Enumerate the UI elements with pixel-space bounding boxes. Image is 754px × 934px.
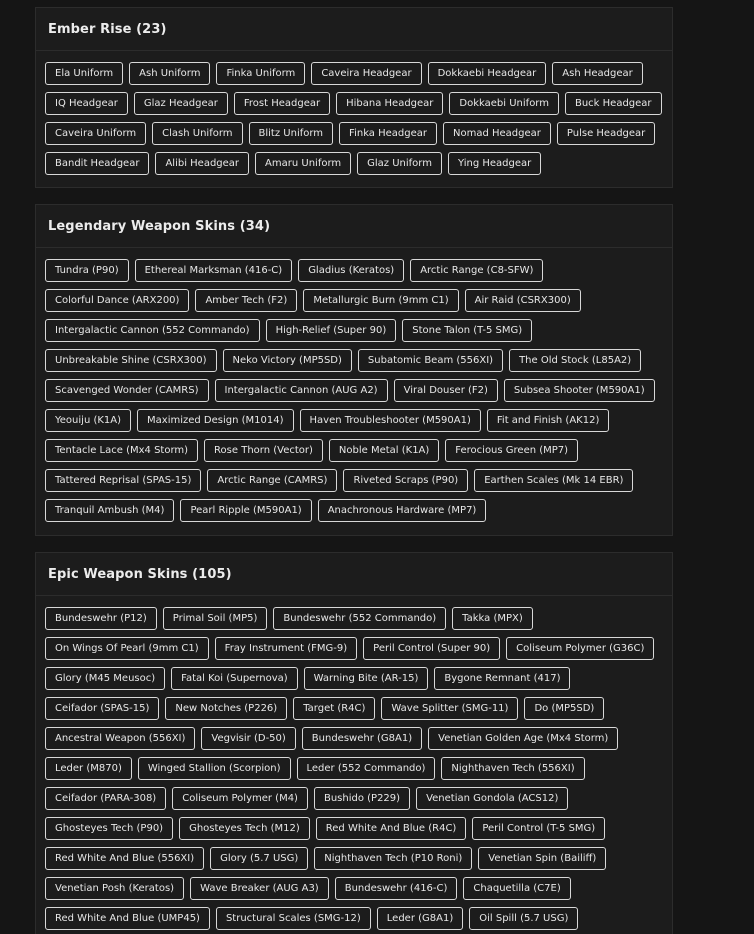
item-chip[interactable]: Air Raid (CSRX300) [465, 289, 581, 312]
item-chip[interactable]: Intergalactic Cannon (AUG A2) [215, 379, 388, 402]
item-chip[interactable]: Caveira Headgear [311, 62, 421, 85]
item-chip[interactable]: Takka (MPX) [452, 607, 533, 630]
item-chip[interactable]: Ying Headgear [448, 152, 541, 175]
item-chip[interactable]: Bundeswehr (552 Commando) [273, 607, 446, 630]
item-chip[interactable]: Red White And Blue (R4C) [316, 817, 467, 840]
item-chip[interactable]: Nighthaven Tech (P10 Roni) [314, 847, 472, 870]
item-chip[interactable]: Coliseum Polymer (M4) [172, 787, 308, 810]
item-chip[interactable]: Venetian Posh (Keratos) [45, 877, 184, 900]
item-chip[interactable]: Colorful Dance (ARX200) [45, 289, 189, 312]
item-chip[interactable]: Venetian Spin (Bailiff) [478, 847, 606, 870]
item-chip[interactable]: Noble Metal (K1A) [329, 439, 439, 462]
item-chip[interactable]: Caveira Uniform [45, 122, 146, 145]
item-chip[interactable]: Chaquetilla (C7E) [463, 877, 570, 900]
item-chip[interactable]: Stone Talon (T-5 SMG) [402, 319, 532, 342]
item-chip[interactable]: Maximized Design (M1014) [137, 409, 293, 432]
item-chip[interactable]: Fray Instrument (FMG-9) [215, 637, 357, 660]
item-chip[interactable]: IQ Headgear [45, 92, 128, 115]
item-chip[interactable]: Finka Uniform [216, 62, 305, 85]
section-ember-rise [35, 7, 673, 188]
item-chip[interactable]: Coliseum Polymer (G36C) [506, 637, 654, 660]
item-chip[interactable]: Leder (G8A1) [377, 907, 463, 930]
section-legendary-weapon-skins [35, 204, 673, 536]
section-title: Epic Weapon Skins (105) [48, 566, 232, 582]
item-chip[interactable]: Dokkaebi Uniform [449, 92, 559, 115]
item-chip[interactable]: Tattered Reprisal (SPAS-15) [45, 469, 201, 492]
item-chip[interactable]: Nomad Headgear [443, 122, 551, 145]
item-chip[interactable]: Ethereal Marksman (416-C) [135, 259, 293, 282]
item-chip[interactable]: The Old Stock (L85A2) [509, 349, 641, 372]
item-chip[interactable]: Haven Troubleshooter (M590A1) [300, 409, 481, 432]
item-chip[interactable]: Ceifador (SPAS-15) [45, 697, 159, 720]
item-chip[interactable]: Leder (552 Commando) [297, 757, 436, 780]
item-chip[interactable]: Arctic Range (C8-SFW) [410, 259, 543, 282]
item-chip[interactable]: Dokkaebi Headgear [428, 62, 547, 85]
item-chip[interactable]: Glory (5.7 USG) [210, 847, 308, 870]
item-chip[interactable]: Vegvisir (D-50) [201, 727, 295, 750]
item-chip[interactable]: Unbreakable Shine (CSRX300) [45, 349, 217, 372]
item-chip[interactable]: Ghosteyes Tech (P90) [45, 817, 173, 840]
item-chip[interactable]: Ash Uniform [129, 62, 210, 85]
item-chip[interactable]: Oil Spill (5.7 USG) [469, 907, 578, 930]
item-chip[interactable]: Glaz Headgear [134, 92, 228, 115]
item-chip[interactable]: Gladius (Keratos) [298, 259, 404, 282]
section-header [36, 205, 672, 248]
item-chip[interactable]: Yeouiju (K1A) [45, 409, 131, 432]
item-chip[interactable]: Anachronous Hardware (MP7) [318, 499, 487, 522]
section-epic-weapon-skins [35, 552, 673, 934]
item-chip[interactable]: Glaz Uniform [357, 152, 442, 175]
item-chip[interactable]: Venetian Golden Age (Mx4 Storm) [428, 727, 618, 750]
item-chip[interactable]: Primal Soil (MP5) [163, 607, 268, 630]
item-chip[interactable]: Fit and Finish (AK12) [487, 409, 609, 432]
item-chip[interactable]: Tranquil Ambush (M4) [45, 499, 174, 522]
item-chip[interactable]: Bygone Remnant (417) [434, 667, 570, 690]
item-chip[interactable]: Wave Splitter (SMG-11) [381, 697, 518, 720]
item-chip[interactable]: Target (R4C) [293, 697, 375, 720]
item-chip[interactable]: Earthen Scales (Mk 14 EBR) [474, 469, 633, 492]
item-chip[interactable]: Riveted Scraps (P90) [343, 469, 468, 492]
item-chip[interactable]: Red White And Blue (556XI) [45, 847, 204, 870]
item-chip[interactable]: Ferocious Green (MP7) [445, 439, 578, 462]
item-chip[interactable]: Hibana Headgear [336, 92, 443, 115]
item-chip[interactable]: Wave Breaker (AUG A3) [190, 877, 329, 900]
item-chip[interactable]: Bundeswehr (416-C) [335, 877, 458, 900]
section-title: Ember Rise (23) [48, 21, 167, 37]
item-chip[interactable]: Fatal Koi (Supernova) [171, 667, 298, 690]
item-chip[interactable]: Ela Uniform [45, 62, 123, 85]
item-chip[interactable]: Tentacle Lace (Mx4 Storm) [45, 439, 198, 462]
item-chip[interactable]: Peril Control (Super 90) [363, 637, 500, 660]
chip-list [36, 248, 672, 529]
item-chip[interactable]: Subsea Shooter (M590A1) [504, 379, 655, 402]
item-chip[interactable]: Warning Bite (AR-15) [304, 667, 429, 690]
item-chip[interactable]: Glory (M45 Meusoc) [45, 667, 165, 690]
item-chip[interactable]: Arctic Range (CAMRS) [207, 469, 337, 492]
item-chip[interactable]: Clash Uniform [152, 122, 242, 145]
item-chip[interactable]: High-Relief (Super 90) [266, 319, 397, 342]
item-chip[interactable]: Pearl Ripple (M590A1) [180, 499, 311, 522]
item-chip[interactable]: Blitz Uniform [249, 122, 334, 145]
item-chip[interactable]: Subatomic Beam (556XI) [358, 349, 503, 372]
item-chip[interactable]: Rose Thorn (Vector) [204, 439, 323, 462]
item-chip[interactable]: Amaru Uniform [255, 152, 351, 175]
item-chip[interactable]: Pulse Headgear [557, 122, 655, 145]
item-chip[interactable]: Finka Headgear [339, 122, 437, 145]
item-chip[interactable]: Leder (M870) [45, 757, 132, 780]
item-chip[interactable]: Neko Victory (MP5SD) [223, 349, 352, 372]
item-chip[interactable]: Intergalactic Cannon (552 Commando) [45, 319, 260, 342]
chip-list [36, 596, 672, 934]
item-chip[interactable]: New Notches (P226) [165, 697, 287, 720]
item-chip[interactable]: Ash Headgear [552, 62, 642, 85]
item-chip[interactable]: Buck Headgear [565, 92, 662, 115]
item-chip[interactable]: Ceifador (PARA-308) [45, 787, 166, 810]
item-chip[interactable]: Amber Tech (F2) [195, 289, 297, 312]
item-chip[interactable]: Viral Douser (F2) [394, 379, 498, 402]
item-chip[interactable]: Bundeswehr (G8A1) [302, 727, 422, 750]
item-chip[interactable]: Alibi Headgear [155, 152, 249, 175]
item-chip[interactable]: Metallurgic Burn (9mm C1) [303, 289, 458, 312]
item-chip[interactable]: Venetian Gondola (ACS12) [416, 787, 568, 810]
item-chip[interactable]: Bushido (P229) [314, 787, 410, 810]
item-chip[interactable]: Tundra (P90) [45, 259, 129, 282]
item-chip[interactable]: Peril Control (T-5 SMG) [472, 817, 605, 840]
item-chip[interactable]: Frost Headgear [234, 92, 330, 115]
item-chip[interactable]: Winged Stallion (Scorpion) [138, 757, 291, 780]
chip-list [36, 51, 672, 182]
section-header [36, 8, 672, 51]
item-chip[interactable]: Do (MP5SD) [524, 697, 604, 720]
item-chip[interactable]: Bandit Headgear [45, 152, 149, 175]
item-chip[interactable]: Scavenged Wonder (CAMRS) [45, 379, 209, 402]
item-chip[interactable]: Bundeswehr (P12) [45, 607, 157, 630]
item-chip[interactable]: On Wings Of Pearl (9mm C1) [45, 637, 209, 660]
section-header [36, 553, 672, 596]
item-chip[interactable]: Red White And Blue (UMP45) [45, 907, 210, 930]
item-chip[interactable]: Structural Scales (SMG-12) [216, 907, 371, 930]
section-title: Legendary Weapon Skins (34) [48, 218, 271, 234]
item-chip[interactable]: Nighthaven Tech (556XI) [441, 757, 584, 780]
item-chip[interactable]: Ancestral Weapon (556XI) [45, 727, 195, 750]
item-chip[interactable]: Ghosteyes Tech (M12) [179, 817, 310, 840]
